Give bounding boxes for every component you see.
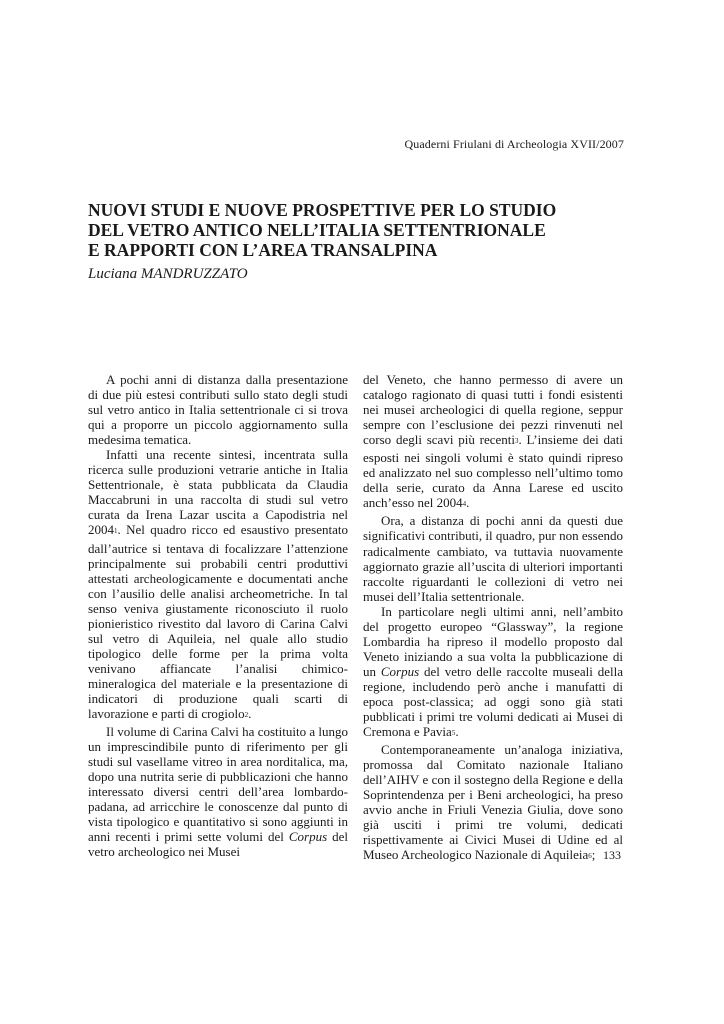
paragraph-6: Contemporaneamente un’analoga iniziativa, promossa dal Comitato nazionale Italiano dell’AIHV e con il sostegno della Regione e della Soprintendenza per i Beni archeologici, ha preso avvio anche in Friuli Venezia Giulia, dove sono già usciti i primi tre volumi, dedicati rispettivamente ai Civici Musei di Udine ed al Museo Archeologico Nazionale di Aquileia$^6$; (363, 742, 623, 863)
footnote-ref-6[interactable]: 6 (588, 852, 592, 861)
title-line-1: NUOVI STUDI E NUOVE PROSPETTIVE PER LO STUDIO (88, 200, 557, 220)
paragraph-2: Infatti una recente sintesi, incentrata sulla ricerca sulle produzioni vetrarie antiche in Italia Settentrionale, è stata pubblicata da Claudia Maccabruni in una raccolta di studi sul vetro curata da Irena Lazar uscita a Capodistria nel 2004$^1$. Nel quadro ricco ed esaustivo presentato dall’autrice si tentava di focalizzare l’attenzione principalmente sui probabili centri produttivi attestati archeologicamente e documentati anche con l’ausilio delle analisi archeometriche. In tal senso veniva giustamente riconosciuto il ruolo pionieristico rivestito dal lavoro di Carina Calvi sul vetro di Aquileia, nel quale allo studio tipologico delle forme per la prima volta venivano affiancate l’analisi chimico-mineralogica del materiale e la presentazione di indicatori di produzione quali scarti di lavorazione e parti di crogiolo$^2$. (88, 447, 348, 722)
paragraph-1: A pochi anni di distanza dalla presentazione di due più estesi contributi sullo stato degli studi sul vetro antico in Italia settentrionale ci si trova qui a proporre un piccolo aggiornamento sulla medesima tematica. (88, 372, 348, 448)
journal-header: Quaderni Friulani di Archeologia XVII/2007 (404, 137, 624, 151)
footnote-ref-5[interactable]: 5 (451, 729, 456, 738)
paragraph-3: Il volume di Carina Calvi ha costituito a lungo un imprescindibile punto di riferimento per gli studi sul vasellame vitreo in area norditalica, ma, dopo una nutrita serie di pubblicazioni che hanno interessato diversi centri dell’area lombardo-padana, ad arricchire le conoscenze dal punto di vista tipologico e quantitativo si sono aggiunti in anni recenti i primi sette volumi del Corpus del vetro archeologico nei Musei (88, 724, 348, 860)
footnote-ref-3[interactable]: 3 (515, 437, 519, 446)
title-line-2: DEL VETRO ANTICO NELL’ITALIA SETTENTRIONALE (88, 220, 546, 240)
paragraph-3-continued: del Veneto, che hanno permesso di avere un catalogo ragionato di quasi tutti i fondi esistenti nei musei archeologici di quella regione, seppur sempre con l’esclusione dei pezzi rinvenuti nel corso degli scavi più recenti$^3$. L’insieme dei dati esposti nei singoli volumi è stato quindi ripreso ed analizzato nel suo complesso nell’ultimo tomo della serie, curato da Anna Larese ed uscito anch’esso nel 2004$^4$. (363, 372, 624, 511)
text-column-left (88, 372, 348, 860)
footnote-ref-1[interactable]: 1 (114, 527, 118, 536)
title-line-3: E RAPPORTI CON L’AREA TRANSALPINA (88, 240, 438, 260)
footnote-ref-2[interactable]: 2 (244, 711, 249, 720)
paragraph-5: In particolare negli ultimi anni, nell’ambito del progetto europeo “Glassway”, la regione Lombardia ha ripreso il modello proposto dal Veneto iniziando a sua volta la pubblicazione di un Corpus del vetro delle raccolte museali della regione, includendo però anche i manufatti di epoca post-classica; ad oggi sono già stati pubblicati i primi tre volumi dedicati ai Musei di Cremona e Pavia$^5$. (363, 603, 623, 740)
footnote-ref-4[interactable]: 4 (462, 500, 467, 509)
paragraph-4: Ora, a distanza di pochi anni da questi due significativi contributi, il quadro, pur non essendo radicalmente cambiato, va tuttavia nuovamente aggiornato grazie all’uscita di ulteriori importanti raccolte riguardanti le collezioni di vetro nei musei dell’Italia settentrionale. (363, 513, 623, 604)
text-column-right (363, 372, 623, 866)
page-number: 133 (603, 848, 621, 862)
article-title (88, 200, 648, 260)
author-name: Luciana MANDRUZZATO (88, 266, 248, 282)
